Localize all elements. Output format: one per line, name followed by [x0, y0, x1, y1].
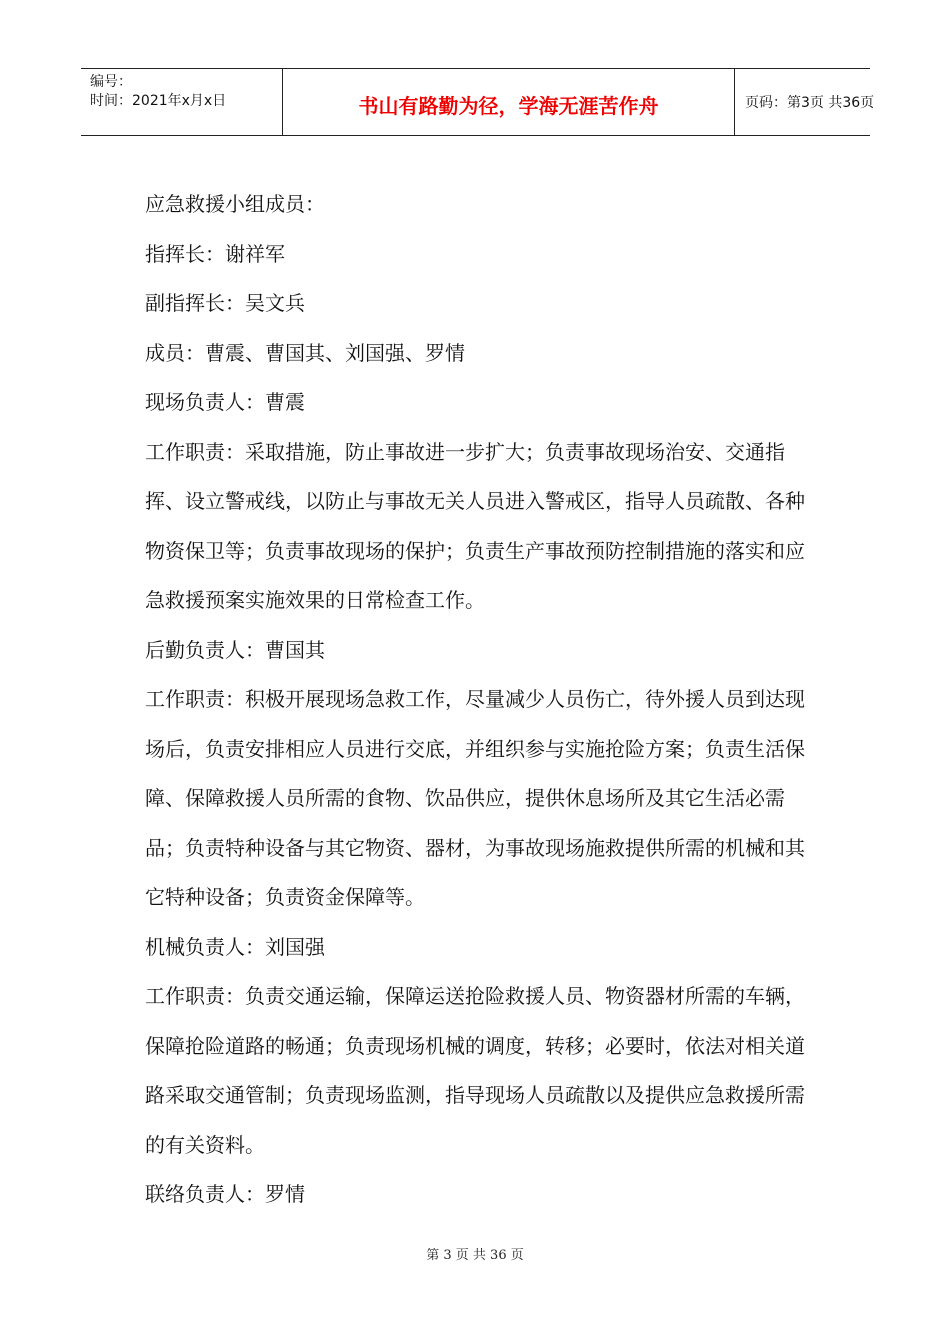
paragraph-logistics-leader: 后勤负责人：曹国其: [145, 637, 325, 662]
paragraph-logistics-duties: 工作职责：积极开展现场急救工作，尽量减少人员伤亡，待外援人员到达现场后，负责安排相应人员进行交底，并组织参与实施抢险方案；负责生活保障、保障救援人员所需的食物、饮品供应，提供休息场所及其它生活必需品；负责特种设备与其它物资、器材，为事故现场施救提供所需的机械和其它特种设备；负责资金保障等。: [145, 687, 805, 909]
header-motto: 书山有路勤为径，学海无涯苦作舟: [358, 94, 659, 118]
paragraph-site-leader: 现场负责人：曹震: [145, 390, 305, 414]
paragraph-deputy-commander: 副指挥长：吴文兵: [145, 291, 305, 315]
page-header: [81, 68, 875, 136]
paragraph-machinery-duties: 工作职责：负责交通运输，保障运送抢险救援人员、物资器材所需的车辆，保障抢险道路的畅通；负责现场机械的调度，转移；必要时，依法对相关道路采取交通管制；负责现场监测，指导现场人员疏散以及提供应急救援所需的有关资料。: [145, 984, 805, 1157]
header-middle-cell: [282, 69, 735, 135]
paragraph-members: 成员：曹震、曹国其、刘国强、罗情: [145, 340, 465, 365]
page-footer: 第 3 页 共 36 页: [426, 1248, 524, 1263]
paragraph-members-title: 应急救援小组成员：: [145, 192, 325, 216]
paragraph-liaison-leader: 联络负责人：罗情: [145, 1182, 305, 1206]
document-time-label: 时间：2021年x月x日: [90, 93, 227, 109]
header-right-cell: [735, 69, 875, 135]
document-number-label: 编号：: [90, 74, 132, 90]
header-page-info: 页码：第3页 共36页: [745, 95, 875, 111]
paragraph-site-duties: 工作职责：采取措施，防止事故进一步扩大；负责事故现场治安、交通指挥、设立警戒线，以防止与事故无关人员进入警戒区，指导人员疏散、各种物资保卫等；负责事故现场的保护；负责生产事故预防控制措施的落实和应急救援预案实施效果的日常检查工作。: [145, 439, 805, 612]
document-body: [145, 180, 810, 1220]
paragraph-machinery-leader: 机械负责人：刘国强: [145, 934, 325, 959]
paragraph-commander: 指挥长：谢祥军: [145, 241, 285, 266]
header-left-cell: [81, 69, 282, 135]
